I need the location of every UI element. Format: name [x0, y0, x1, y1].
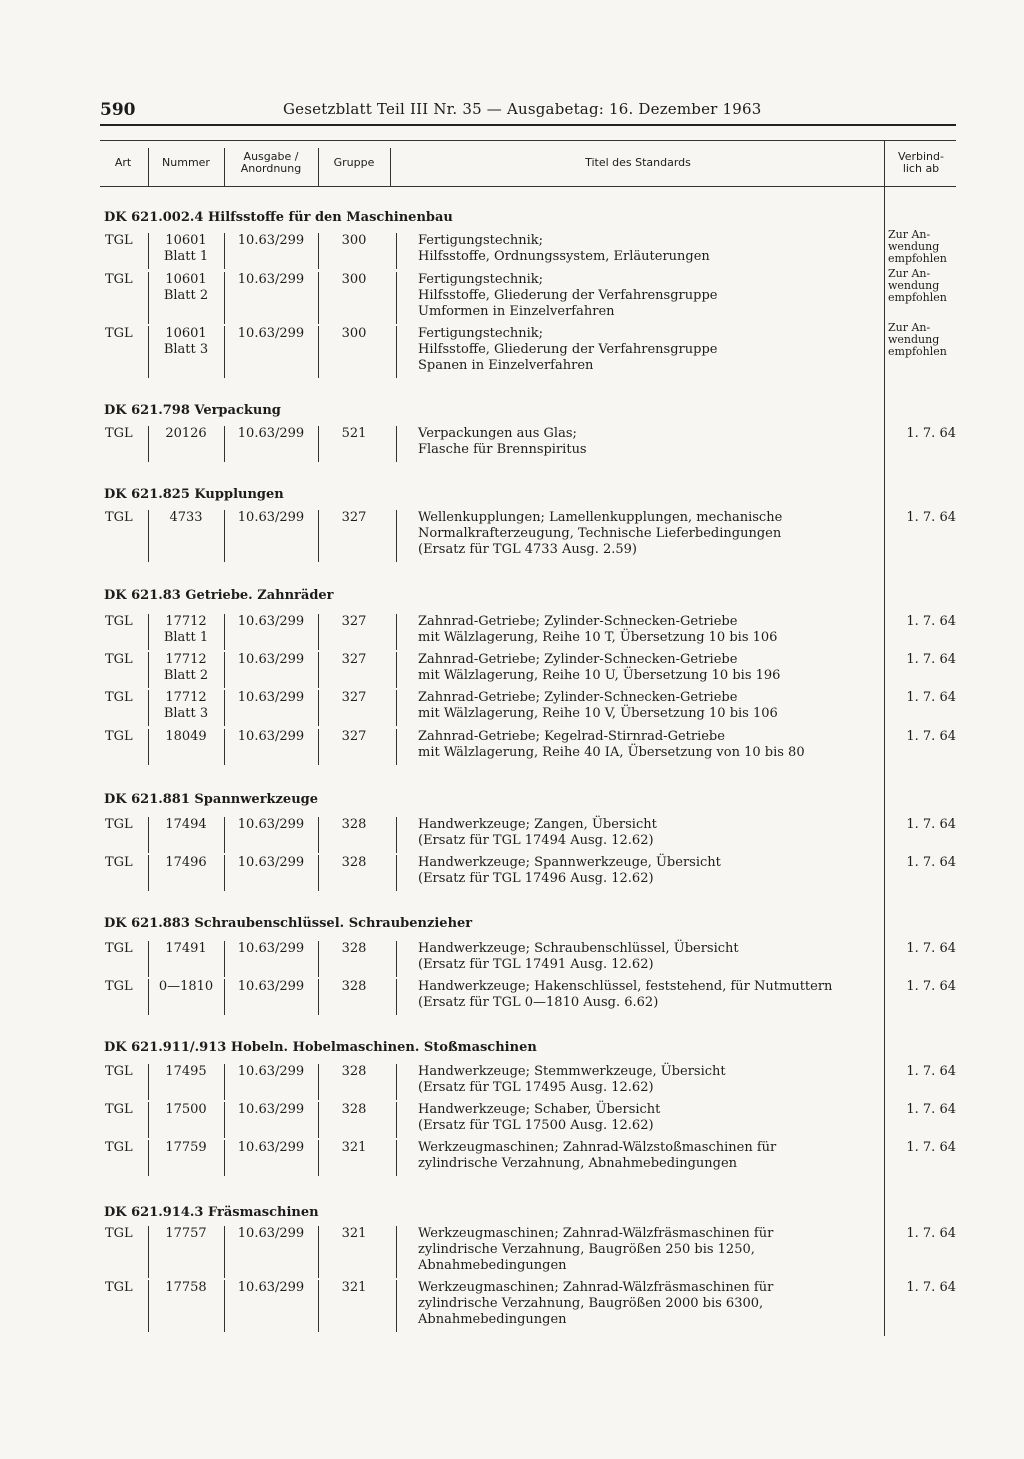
column-divider — [224, 817, 225, 853]
art-cell: TGL — [105, 817, 133, 832]
column-divider — [396, 690, 397, 726]
gruppe-cell: 327 — [341, 652, 367, 667]
gruppe-cell: 328 — [341, 941, 367, 956]
verbindlich-cell: empfohlen — [888, 291, 947, 304]
gruppe-cell: 521 — [341, 426, 367, 441]
title-line: Spanen in Einzelverfahren — [418, 358, 594, 373]
verbindlich-cell: Zur An- — [888, 321, 931, 334]
blatt-cell: Blatt 2 — [163, 668, 209, 683]
nummer-cell: 17494 — [165, 817, 207, 832]
art-cell: TGL — [105, 510, 133, 525]
art-cell: TGL — [105, 426, 133, 441]
gruppe-cell: 321 — [341, 1280, 367, 1295]
verbindlich-cell: 1. 7. 64 — [906, 855, 956, 870]
verbindlich-cell: Zur An- — [888, 228, 931, 241]
title-line: Handwerkzeuge; Schraubenschlüssel, Übersicht — [418, 941, 739, 956]
ausgabe-cell: 10.63/299 — [237, 979, 305, 994]
gruppe-cell: 327 — [341, 729, 367, 744]
column-divider — [318, 979, 319, 1015]
gruppe-cell: 328 — [341, 979, 367, 994]
column-divider — [148, 1140, 149, 1176]
title-line: Fertigungstechnik; — [418, 233, 544, 248]
column-divider — [148, 1102, 149, 1138]
gruppe-cell: 300 — [341, 233, 367, 248]
gruppe-cell: 321 — [341, 1140, 367, 1155]
verbindlich-cell: wendung — [888, 279, 940, 292]
blatt-cell: Blatt 3 — [163, 706, 209, 721]
column-divider — [224, 426, 225, 462]
column-divider — [318, 1140, 319, 1176]
column-divider — [318, 1102, 319, 1138]
ausgabe-cell: 10.63/299 — [237, 855, 305, 870]
column-divider — [318, 1280, 319, 1332]
gruppe-cell: 321 — [341, 1226, 367, 1241]
nummer-cell: 17491 — [165, 941, 207, 956]
ausgabe-cell: 10.63/299 — [237, 1064, 305, 1079]
column-header-gruppe: Gruppe — [333, 156, 375, 169]
column-divider — [318, 1064, 319, 1100]
gruppe-cell: 327 — [341, 690, 367, 705]
gruppe-cell: 327 — [341, 614, 367, 629]
nummer-cell: 4733 — [169, 510, 203, 525]
nummer-cell: 17757 — [165, 1226, 207, 1241]
title-line: Hilfsstoffe, Ordnungssystem, Erläuterungen — [418, 249, 710, 264]
title-line: Zahnrad-Getriebe; Zylinder-Schnecken-Getriebe — [418, 652, 738, 667]
ausgabe-cell: 10.63/299 — [237, 690, 305, 705]
art-cell: TGL — [105, 326, 133, 341]
verbindlich-cell: empfohlen — [888, 252, 947, 265]
verbindlich-cell: 1. 7. 64 — [906, 941, 956, 956]
gruppe-cell: 327 — [341, 510, 367, 525]
title-line: mit Wälzlagerung, Reihe 40 IA, Übersetzung von 10 bis 80 — [418, 745, 805, 760]
ausgabe-cell: 10.63/299 — [237, 233, 305, 248]
column-divider — [396, 652, 397, 688]
title-line: (Ersatz für TGL 0—1810 Ausg. 6.62) — [418, 995, 659, 1010]
column-divider — [396, 729, 397, 765]
column-divider — [318, 233, 319, 269]
column-divider — [224, 272, 225, 324]
column-divider — [396, 1102, 397, 1138]
title-line: Zahnrad-Getriebe; Kegelrad-Stirnrad-Getriebe — [418, 729, 725, 744]
column-divider — [224, 690, 225, 726]
verbindlich-cell: 1. 7. 64 — [906, 817, 956, 832]
column-divider — [318, 690, 319, 726]
column-divider — [148, 326, 149, 378]
nummer-cell: 0—1810 — [158, 979, 214, 994]
column-divider — [148, 855, 149, 891]
nummer-cell: 17758 — [165, 1280, 207, 1295]
column-divider — [318, 510, 319, 562]
column-divider — [224, 1102, 225, 1138]
verbindlich-cell: empfohlen — [888, 345, 947, 358]
title-line: Zahnrad-Getriebe; Zylinder-Schnecken-Getriebe — [418, 614, 738, 629]
column-divider — [396, 614, 397, 650]
column-header-ausgabe: Ausgabe / Anordnung — [240, 150, 302, 175]
ausgabe-cell: 10.63/299 — [237, 272, 305, 287]
section-title: DK 621.798 Verpackung — [104, 403, 281, 418]
verbindlich-cell: Zur An- — [888, 267, 931, 280]
nummer-cell: 20126 — [165, 426, 207, 441]
title-line: Fertigungstechnik; — [418, 272, 544, 287]
nummer-cell: 10601 — [165, 326, 207, 341]
ausgabe-cell: 10.63/299 — [237, 1102, 305, 1117]
verbindlich-cell: 1. 7. 64 — [906, 426, 956, 441]
column-divider — [148, 690, 149, 726]
column-divider — [224, 1280, 225, 1332]
title-line: Flasche für Brennspiritus — [418, 442, 587, 457]
section-title: DK 621.002.4 Hilfsstoffe für den Maschinenbau — [104, 210, 453, 225]
column-divider — [396, 855, 397, 891]
art-cell: TGL — [105, 690, 133, 705]
blatt-cell: Blatt 1 — [163, 630, 209, 645]
title-line: Hilfsstoffe, Gliederung der Verfahrensgruppe — [418, 288, 718, 303]
title-line: (Ersatz für TGL 17491 Ausg. 12.62) — [418, 957, 654, 972]
column-divider — [224, 941, 225, 977]
title-line: Handwerkzeuge; Schaber, Übersicht — [418, 1102, 661, 1117]
title-line: (Ersatz für TGL 17500 Ausg. 12.62) — [418, 1118, 654, 1133]
ausgabe-cell: 10.63/299 — [237, 729, 305, 744]
column-divider — [148, 1064, 149, 1100]
verbindlich-cell: 1. 7. 64 — [906, 652, 956, 667]
title-line: (Ersatz für TGL 4733 Ausg. 2.59) — [418, 542, 638, 557]
title-line: Normalkrafterzeugung, Technische Lieferbedingungen — [418, 526, 782, 541]
column-divider — [224, 1064, 225, 1100]
column-divider — [318, 729, 319, 765]
column-divider — [396, 510, 397, 562]
gruppe-cell: 300 — [341, 272, 367, 287]
column-divider — [148, 272, 149, 324]
verbindlich-cell: 1. 7. 64 — [906, 729, 956, 744]
ausgabe-cell: 10.63/299 — [237, 1226, 305, 1241]
page-header — [100, 100, 955, 124]
art-cell: TGL — [105, 1226, 133, 1241]
verbindlich-cell: 1. 7. 64 — [906, 614, 956, 629]
ausgabe-cell: 10.63/299 — [237, 510, 305, 525]
title-line: Handwerkzeuge; Hakenschlüssel, feststehend, für Nutmuttern — [418, 979, 833, 994]
ausgabe-cell: 10.63/299 — [237, 326, 305, 341]
nummer-cell: 17712 — [165, 614, 207, 629]
ausgabe-cell: 10.63/299 — [237, 614, 305, 629]
column-divider — [224, 1226, 225, 1278]
gruppe-cell: 300 — [341, 326, 367, 341]
column-divider — [318, 941, 319, 977]
verbindlich-cell: 1. 7. 64 — [906, 510, 956, 525]
column-divider — [148, 148, 149, 186]
verbindlich-cell: 1. 7. 64 — [906, 1226, 956, 1241]
column-divider — [318, 652, 319, 688]
column-divider — [318, 614, 319, 650]
title-line: Hilfsstoffe, Gliederung der Verfahrensgruppe — [418, 342, 718, 357]
column-divider — [396, 817, 397, 853]
ausgabe-cell: 10.63/299 — [237, 426, 305, 441]
column-divider — [224, 614, 225, 650]
column-divider — [224, 652, 225, 688]
column-divider — [318, 326, 319, 378]
ausgabe-cell: 10.63/299 — [237, 1280, 305, 1295]
verbindlich-cell: 1. 7. 64 — [906, 1140, 956, 1155]
column-divider — [396, 1280, 397, 1332]
column-divider — [224, 729, 225, 765]
title-line: mit Wälzlagerung, Reihe 10 U, Übersetzung 10 bis 196 — [418, 668, 781, 683]
verbindlich-cell: 1. 7. 64 — [906, 1064, 956, 1079]
section-title: DK 621.83 Getriebe. Zahnräder — [104, 588, 334, 603]
title-line: Abnahmebedingungen — [418, 1258, 567, 1273]
title-line: (Ersatz für TGL 17494 Ausg. 12.62) — [418, 833, 654, 848]
header-rule — [100, 124, 956, 126]
verbindlich-cell: 1. 7. 64 — [906, 979, 956, 994]
section-title: DK 621.914.3 Fräsmaschinen — [104, 1205, 319, 1220]
verbindlich-cell: 1. 7. 64 — [906, 1102, 956, 1117]
nummer-cell: 10601 — [165, 272, 207, 287]
ausgabe-cell: 10.63/299 — [237, 1140, 305, 1155]
column-divider — [396, 272, 397, 324]
gruppe-cell: 328 — [341, 817, 367, 832]
title-line: Handwerkzeuge; Stemmwerkzeuge, Übersicht — [418, 1064, 726, 1079]
title-line: Abnahmebedingungen — [418, 1312, 567, 1327]
art-cell: TGL — [105, 1140, 133, 1155]
column-divider — [224, 979, 225, 1015]
column-header-titel: Titel des Standards — [585, 156, 691, 169]
column-divider — [148, 817, 149, 853]
column-divider — [318, 1226, 319, 1278]
nummer-cell: 17759 — [165, 1140, 207, 1155]
art-cell: TGL — [105, 855, 133, 870]
column-divider — [148, 233, 149, 269]
column-divider — [224, 148, 225, 186]
column-divider — [148, 729, 149, 765]
verbindlich-cell: wendung — [888, 333, 940, 346]
column-header-nummer: Nummer — [162, 156, 210, 169]
nummer-cell: 17496 — [165, 855, 207, 870]
art-cell: TGL — [105, 1064, 133, 1079]
title-line: zylindrische Verzahnung, Baugrößen 2000 bis 6300, — [418, 1296, 764, 1311]
page-title: Gesetzblatt Teil III Nr. 35 — Ausgabetag: 16. Dezember 1963 — [283, 100, 762, 118]
gruppe-cell: 328 — [341, 1064, 367, 1079]
title-line: Verpackungen aus Glas; — [418, 426, 577, 441]
column-divider — [148, 941, 149, 977]
section-title: DK 621.881 Spannwerkzeuge — [104, 792, 319, 807]
title-line: Handwerkzeuge; Spannwerkzeuge, Übersicht — [418, 855, 721, 870]
gruppe-cell: 328 — [341, 855, 367, 870]
art-cell: TGL — [105, 233, 133, 248]
title-line: Zahnrad-Getriebe; Zylinder-Schnecken-Getriebe — [418, 690, 738, 705]
title-line: zylindrische Verzahnung, Abnahmebedingungen — [418, 1156, 738, 1171]
column-divider — [224, 855, 225, 891]
verbindlich-cell: wendung — [888, 240, 940, 253]
blatt-cell: Blatt 2 — [163, 288, 209, 303]
column-divider — [396, 941, 397, 977]
column-divider — [318, 426, 319, 462]
column-divider — [318, 817, 319, 853]
art-cell: TGL — [105, 729, 133, 744]
column-header-art: Art — [114, 156, 132, 169]
title-line: Wellenkupplungen; Lamellenkupplungen, mechanische — [418, 510, 783, 525]
art-cell: TGL — [105, 979, 133, 994]
art-cell: TGL — [105, 1102, 133, 1117]
column-divider — [148, 510, 149, 562]
verbindlich-cell: 1. 7. 64 — [906, 690, 956, 705]
section-title: DK 621.825 Kupplungen — [104, 487, 284, 502]
column-divider — [396, 326, 397, 378]
column-divider — [318, 148, 319, 186]
title-line: (Ersatz für TGL 17495 Ausg. 12.62) — [418, 1080, 654, 1095]
art-cell: TGL — [105, 652, 133, 667]
column-divider — [396, 1226, 397, 1278]
section-title: DK 621.883 Schraubenschlüssel. Schraubenzieher — [104, 916, 473, 931]
title-line: mit Wälzlagerung, Reihe 10 T, Übersetzung 10 bis 106 — [418, 630, 778, 645]
title-line: Handwerkzeuge; Zangen, Übersicht — [418, 817, 657, 832]
column-divider — [390, 148, 391, 186]
blatt-cell: Blatt 1 — [163, 249, 209, 264]
ausgabe-cell: 10.63/299 — [237, 652, 305, 667]
nummer-cell: 10601 — [165, 233, 207, 248]
title-line: (Ersatz für TGL 17496 Ausg. 12.62) — [418, 871, 654, 886]
gruppe-cell: 328 — [341, 1102, 367, 1117]
nummer-cell: 18049 — [165, 729, 207, 744]
title-line: Werkzeugmaschinen; Zahnrad-Wälzfräsmaschinen für — [418, 1226, 774, 1241]
ausgabe-cell: 10.63/299 — [237, 817, 305, 832]
column-divider — [224, 1140, 225, 1176]
column-divider — [148, 652, 149, 688]
art-cell: TGL — [105, 1280, 133, 1295]
art-cell: TGL — [105, 941, 133, 956]
page-number: 590 — [100, 100, 136, 120]
verbindlich-cell: 1. 7. 64 — [906, 1280, 956, 1295]
blatt-cell: Blatt 3 — [163, 342, 209, 357]
title-line: Werkzeugmaschinen; Zahnrad-Wälzstoßmaschinen für — [418, 1140, 777, 1155]
column-header-verbindlich: Verbind- lich ab — [898, 150, 944, 175]
ausgabe-cell: 10.63/299 — [237, 941, 305, 956]
column-header-bottom-rule — [100, 186, 956, 187]
nummer-cell: 17500 — [165, 1102, 207, 1117]
art-cell: TGL — [105, 272, 133, 287]
column-divider — [148, 1280, 149, 1332]
column-divider — [148, 979, 149, 1015]
title-line: Werkzeugmaschinen; Zahnrad-Wälzfräsmaschinen für — [418, 1280, 774, 1295]
art-cell: TGL — [105, 614, 133, 629]
column-divider — [396, 1140, 397, 1176]
column-divider — [396, 426, 397, 462]
column-divider — [318, 855, 319, 891]
title-line: Umformen in Einzelverfahren — [418, 304, 615, 319]
column-divider — [224, 510, 225, 562]
nummer-cell: 17495 — [165, 1064, 207, 1079]
column-divider — [224, 326, 225, 378]
title-line: mit Wälzlagerung, Reihe 10 V, Übersetzung 10 bis 106 — [418, 706, 778, 721]
nummer-cell: 17712 — [165, 652, 207, 667]
column-divider — [318, 272, 319, 324]
column-divider — [396, 979, 397, 1015]
column-divider — [148, 1226, 149, 1278]
column-divider — [224, 233, 225, 269]
column-divider — [396, 233, 397, 269]
column-divider — [148, 614, 149, 650]
title-line: Fertigungstechnik; — [418, 326, 544, 341]
section-title: DK 621.911/.913 Hobeln. Hobelmaschinen. Stoßmaschinen — [104, 1040, 537, 1055]
title-line: zylindrische Verzahnung, Baugrößen 250 bis 1250, — [418, 1242, 755, 1257]
column-divider — [148, 426, 149, 462]
nummer-cell: 17712 — [165, 690, 207, 705]
column-divider — [396, 1064, 397, 1100]
